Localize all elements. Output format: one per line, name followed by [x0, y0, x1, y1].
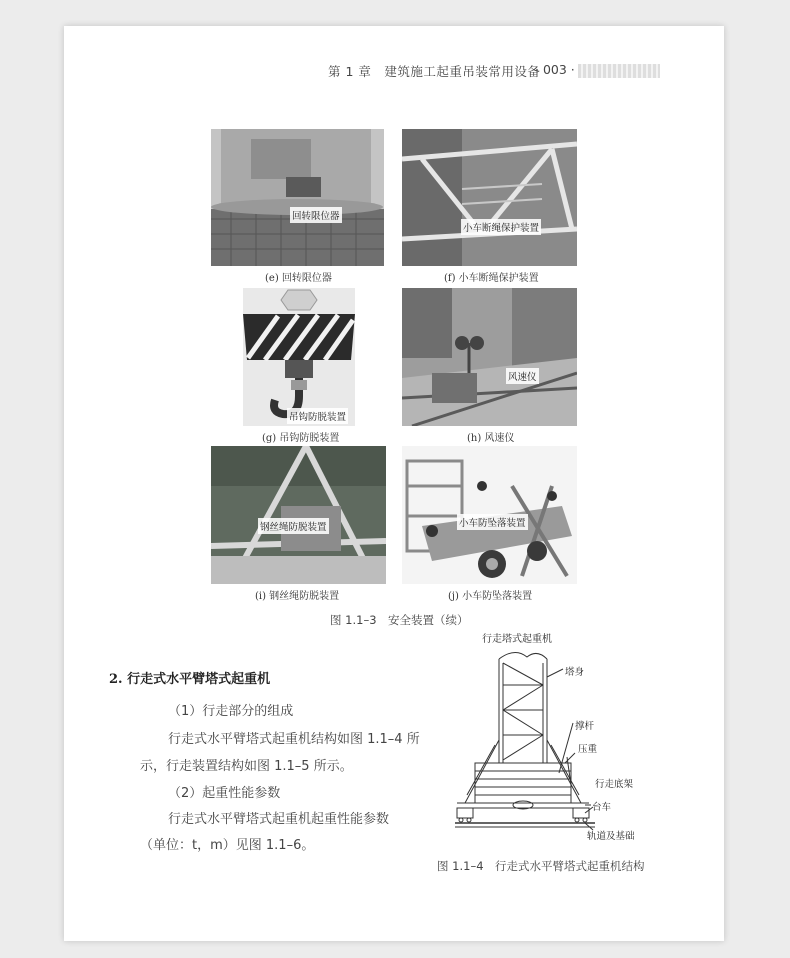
callout-slewing-limiter: 回转限位器 [290, 207, 342, 223]
callout-trolley-anti-fall: 小车防坠落装置 [457, 514, 528, 530]
crane-label-ballast: 压重 [578, 744, 598, 755]
crane-label-rail-foundation: 轨道及基础 [587, 831, 635, 842]
callout-trolley-rope-protector: 小车断绳保护装置 [461, 219, 541, 235]
crane-label-strut: 撑杆 [575, 721, 595, 732]
caption-i: (i) 钢丝绳防脱装置 [255, 591, 340, 602]
chapter-header: 第 1 章 建筑施工起重吊装常用设备 [328, 64, 541, 79]
header-decoration [578, 64, 660, 78]
photo-slewing-limiter [211, 129, 384, 266]
photo-anemometer [402, 288, 577, 426]
body-line-4: （2）起重性能参数 [168, 786, 281, 801]
caption-j: (j) 小车防坠落装置 [448, 591, 533, 602]
body-line-1: （1）行走部分的组成 [168, 704, 294, 719]
caption-h: (h) 风速仪 [467, 433, 515, 444]
body-line-2: 行走式水平臂塔式起重机结构如图 1.1–4 所 [168, 732, 420, 747]
crane-label-chassis: 行走底架 [595, 779, 634, 790]
page-number: · 003 · [535, 62, 575, 77]
body-line-5: 行走式水平臂塔式起重机起重性能参数 [168, 812, 390, 827]
figure-caption-1-1-4: 图 1.1–4 行走式水平臂塔式起重机结构 [437, 859, 645, 873]
photo-trolley-anti-fall [402, 446, 577, 584]
caption-g: (g) 吊钩防脱装置 [262, 433, 340, 444]
crane-diagram-title: 行走塔式起重机 [482, 634, 552, 645]
figure-caption-1-1-3: 图 1.1–3 安全装置（续） [330, 613, 469, 627]
photo-trolley-rope-protector [402, 129, 577, 266]
caption-e: (e) 回转限位器 [265, 273, 332, 284]
body-line-6: （单位：t，m）见图 1.1–6。 [140, 838, 315, 853]
crane-label-bogie: 台车 [592, 802, 612, 813]
callout-anemometer: 风速仪 [506, 368, 539, 384]
section-title: 2. 行走式水平臂塔式起重机 [109, 672, 271, 687]
caption-f: (f) 小车断绳保护装置 [444, 273, 539, 284]
photo-hook-anti-detach [243, 288, 355, 426]
callout-wire-rope-anti-detach: 钢丝绳防脱装置 [258, 518, 329, 534]
photo-wire-rope-anti-detach [211, 446, 386, 584]
crane-label-tower: 塔身 [565, 667, 585, 678]
callout-hook-anti-detach: 吊钩防脱装置 [287, 408, 348, 424]
body-line-3: 示，行走装置结构如图 1.1–5 所示。 [140, 759, 353, 774]
